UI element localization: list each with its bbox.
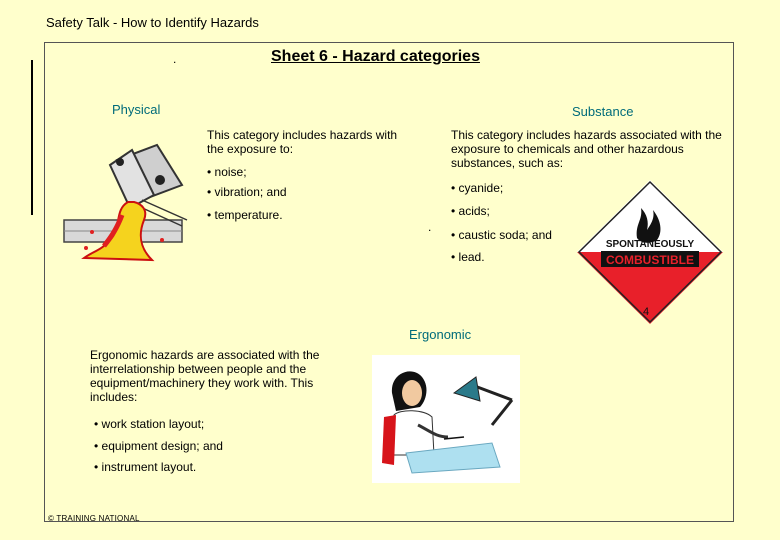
margin-bar	[31, 60, 33, 215]
molten-metal-ladle-illustration	[62, 140, 202, 265]
substance-item-acids: • acids;	[451, 204, 490, 218]
ergonomic-intro: Ergonomic hazards are associated with the interrelationship between people and the equipment/machinery they work with. This includes:	[90, 348, 320, 404]
physical-intro: This category includes hazards with the exposure to:	[207, 128, 398, 156]
office-worker-illustration	[372, 355, 520, 483]
spontaneously-combustible-sign	[577, 180, 723, 324]
sign-line1: SPONTANEOUSLY	[605, 239, 695, 250]
sign-class-number: 4	[642, 306, 650, 318]
physical-item-noise: • noise;	[207, 165, 247, 179]
sheet-title: Sheet 6 - Hazard categories	[271, 48, 480, 65]
page-header: Safety Talk - How to Identify Hazards	[46, 15, 259, 30]
sign-line2: COMBUSTIBLE	[606, 253, 694, 267]
ergonomic-item-equipment: • equipment design; and	[94, 439, 223, 453]
ergonomic-item-instrument: • instrument layout.	[94, 460, 197, 474]
physical-heading: Physical	[112, 102, 161, 117]
substance-item-lead: • lead.	[451, 250, 485, 264]
substance-intro: This category includes hazards associated with the exposure to chemicals and other hazardous substances, such as:	[451, 128, 722, 170]
ergonomic-heading: Ergonomic	[409, 327, 472, 342]
copyright-footer: © TRAINING NATIONAL	[48, 514, 140, 523]
substance-heading: Substance	[572, 104, 634, 119]
substance-item-caustic-soda: • caustic soda; and	[451, 228, 552, 242]
stray-dot: .	[173, 52, 177, 66]
ergonomic-item-workstation: • work station layout;	[94, 417, 205, 431]
stray-dot-2: .	[428, 220, 432, 234]
substance-item-cyanide: • cyanide;	[451, 181, 504, 195]
physical-item-temperature: • temperature.	[207, 208, 283, 222]
physical-item-vibration: • vibration; and	[207, 185, 287, 199]
